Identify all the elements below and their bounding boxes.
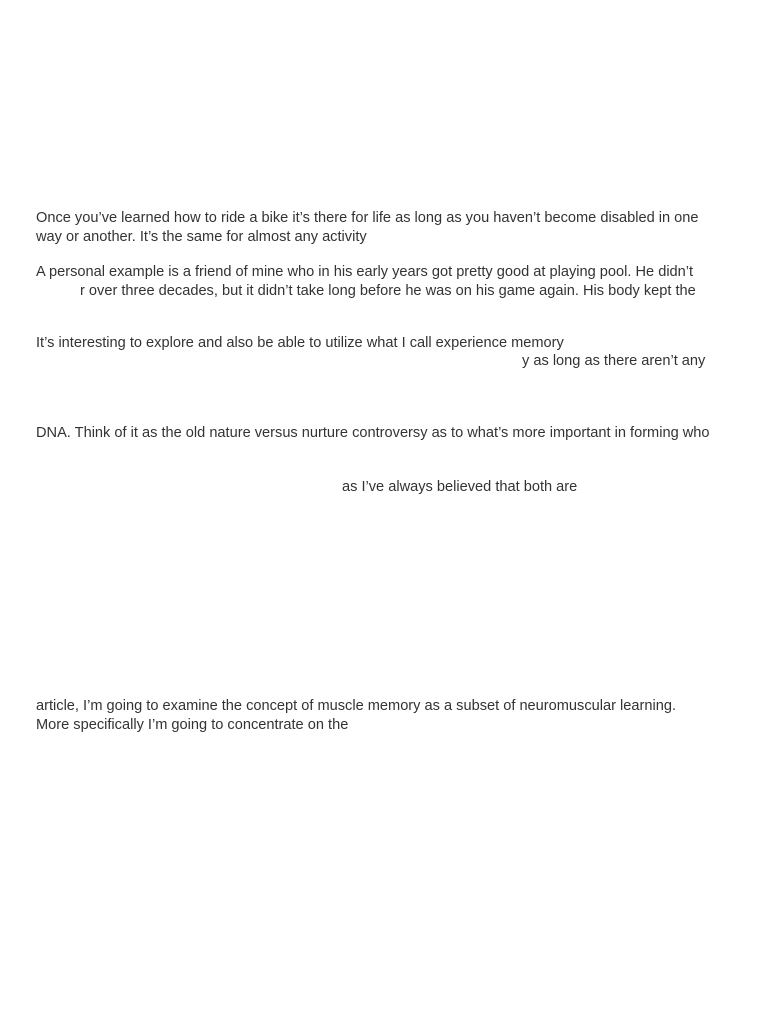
text-line: article, I’m going to examine the concept of muscle memory as a subset of neuromuscular learning.: [36, 698, 677, 714]
text-line: r over three decades, but it didn’t take long before he was on his game again. His body kept the: [80, 283, 696, 299]
text-line: Once you’ve learned how to ride a bike it’s there for life as long as you haven’t become disabled in one: [36, 210, 699, 226]
text-line: way or another. It’s the same for almost any activity: [36, 229, 367, 245]
text-line: A personal example is a friend of mine who in his early years got pretty good at playing pool. He didn’t: [36, 264, 694, 280]
text-line: It’s interesting to explore and also be able to utilize what I call experience memory: [36, 335, 564, 351]
text-line: as I’ve always believed that both are: [342, 479, 578, 495]
text-line: More specifically I’m going to concentrate on the: [36, 717, 349, 733]
text-line: DNA. Think of it as the old nature versus nurture controversy as to what’s more important in forming who: [36, 425, 710, 441]
text-line: y as long as there aren’t any: [522, 353, 706, 369]
